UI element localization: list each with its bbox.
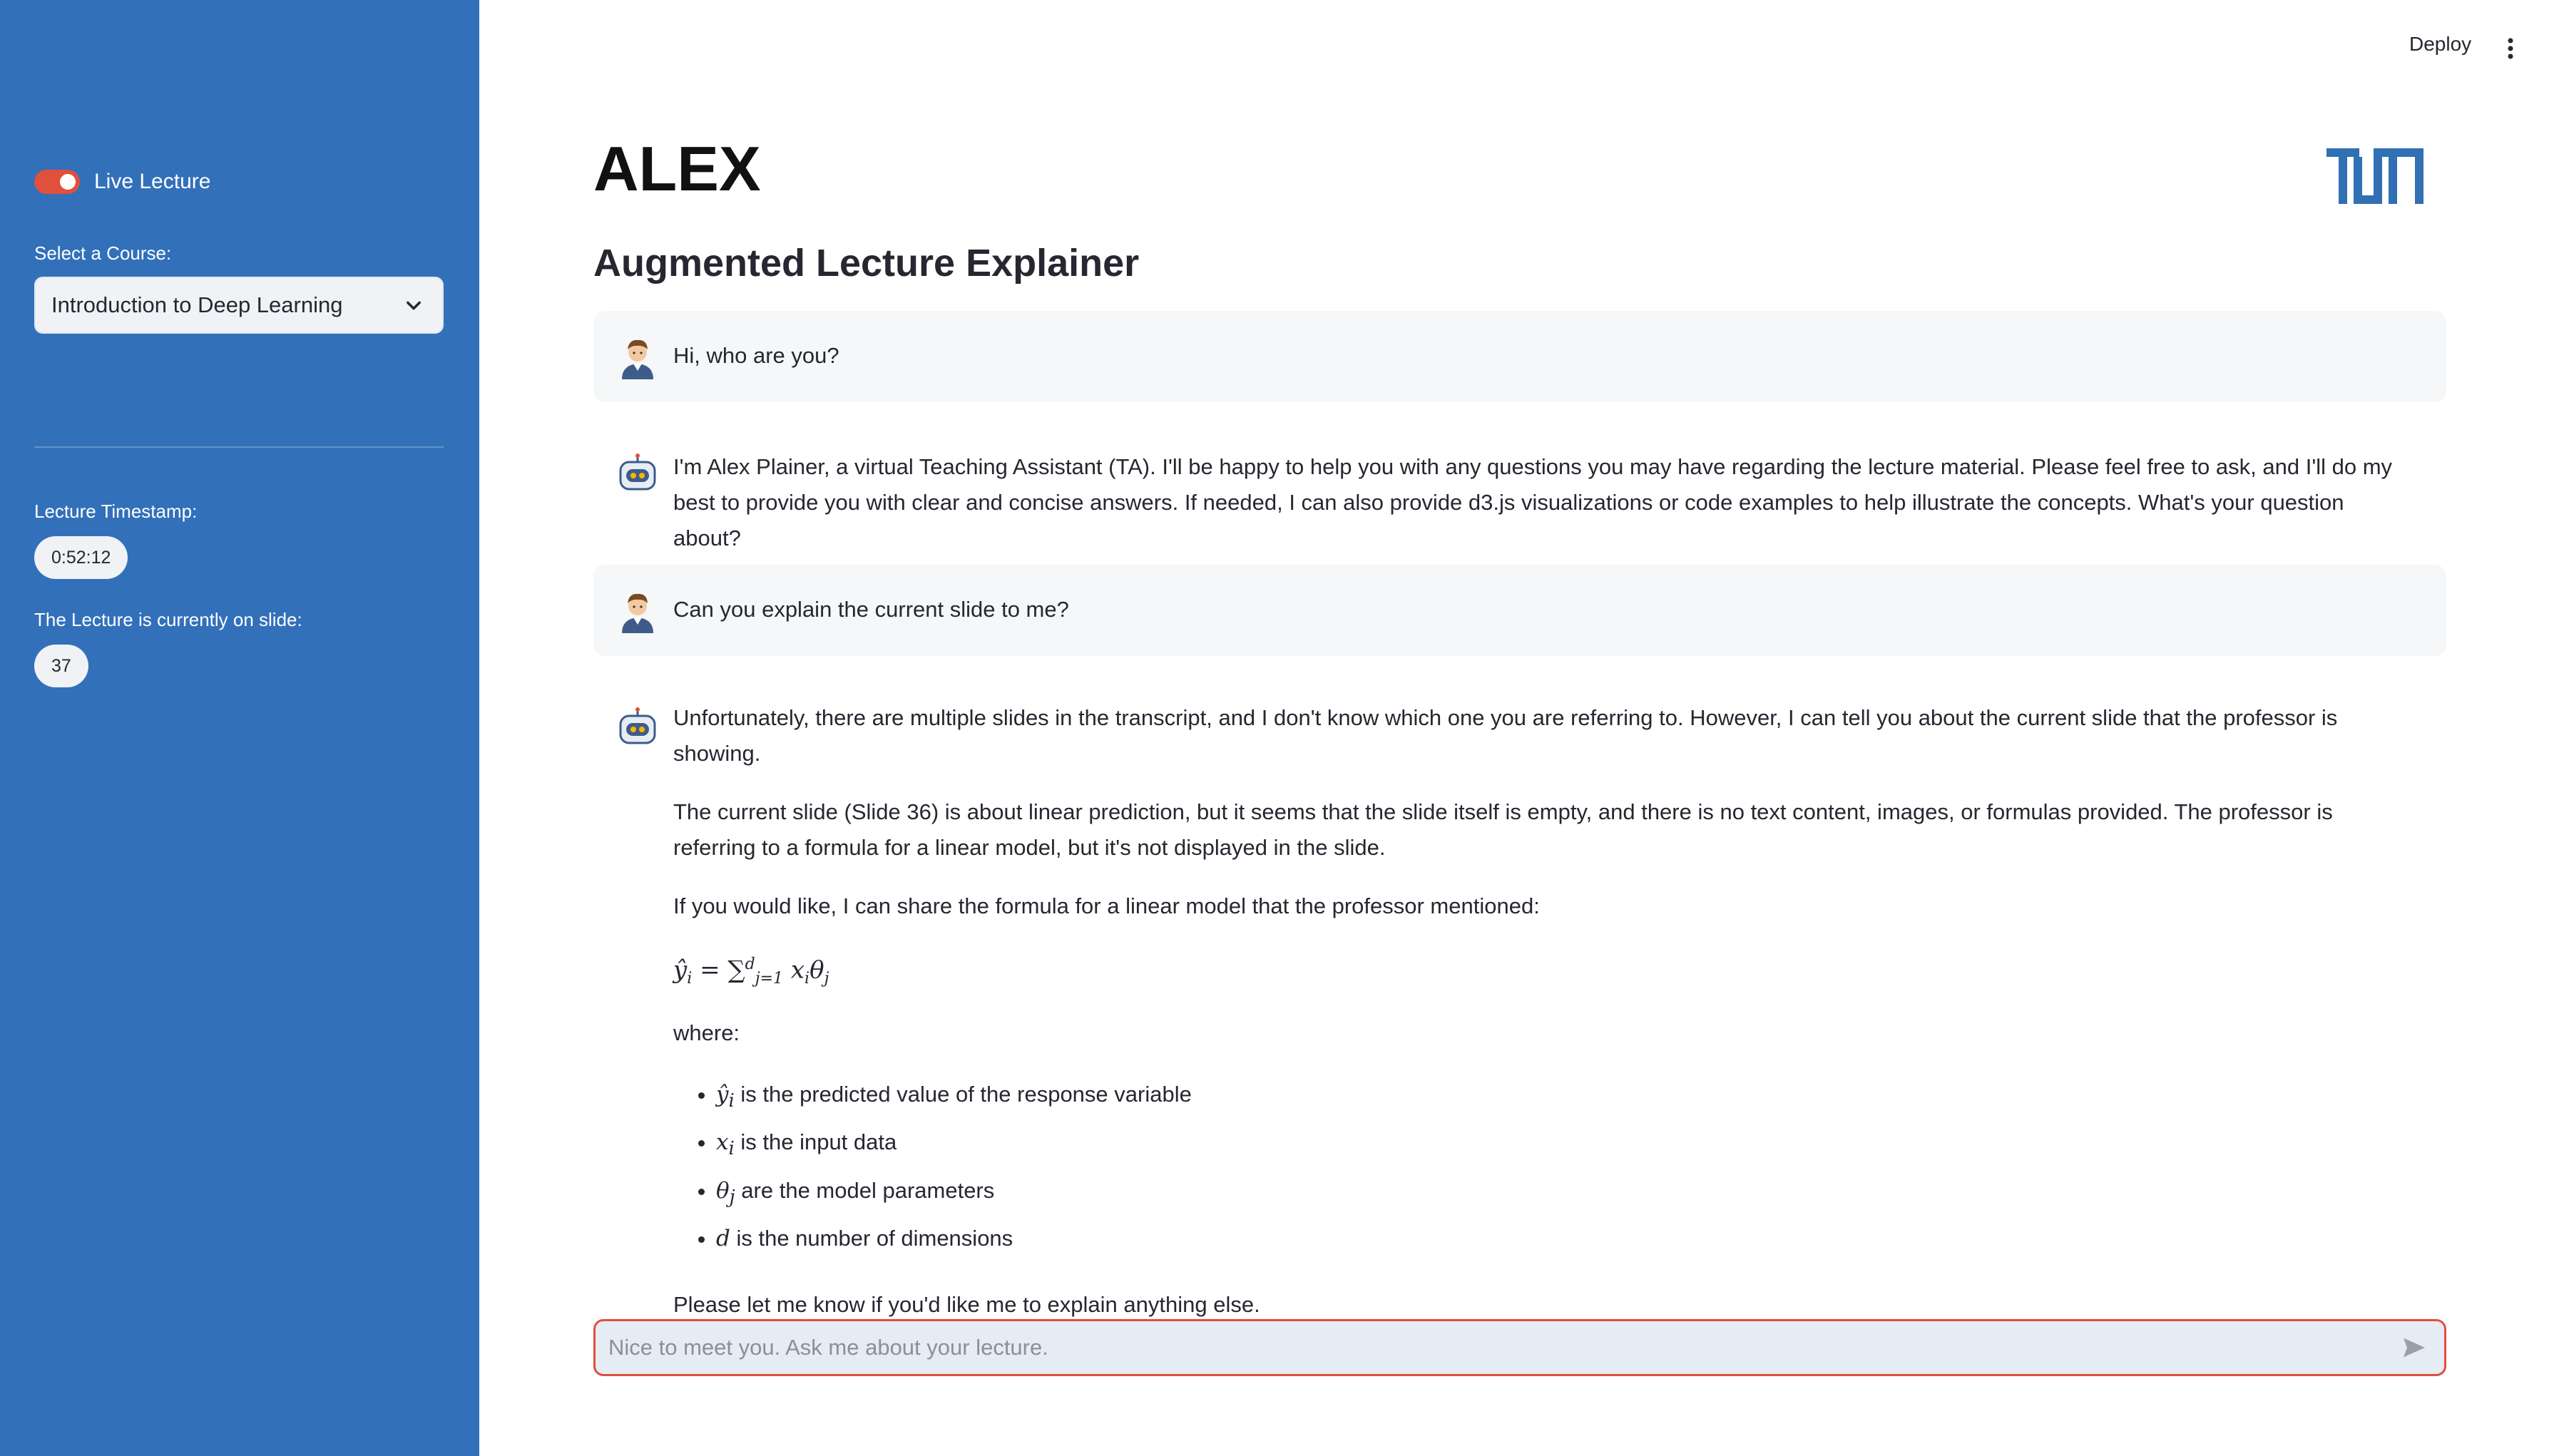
course-select-value: Introduction to Deep Learning bbox=[51, 292, 343, 317]
linear-model-formula: $ŷ_i = \sum^d_{j=1}$ $x_i\theta_j$ bbox=[673, 955, 829, 988]
course-select[interactable] bbox=[34, 277, 444, 334]
chat-input[interactable] bbox=[596, 1335, 2400, 1360]
slide-badge: 37 bbox=[34, 645, 88, 687]
message-text: Can you explain the current slide to me? bbox=[673, 597, 1069, 622]
timestamp-badge: 0:52:12 bbox=[34, 536, 128, 579]
toggle-knob bbox=[60, 174, 76, 190]
sidebar-divider bbox=[34, 446, 444, 448]
tum-logo bbox=[2326, 148, 2423, 204]
live-lecture-toggle[interactable] bbox=[34, 170, 80, 194]
message-paragraph: Unfortunately, there are multiple slides in the transcript, and I don't know which one you are referring to. However, I can tell you about the current slide that the professor is showing. bbox=[673, 705, 2338, 766]
robot-avatar-icon bbox=[615, 451, 660, 496]
deploy-button[interactable]: Deploy bbox=[2409, 33, 2472, 55]
message-paragraph: If you would like, I can share the formula for a linear model that the professor mentioned: bbox=[673, 893, 1540, 918]
sidebar bbox=[0, 0, 479, 1456]
chat-message-user bbox=[593, 565, 2446, 656]
message-text: Hi, who are you? bbox=[673, 343, 839, 368]
timestamp-label: Lecture Timestamp: bbox=[34, 501, 198, 522]
message-body bbox=[673, 700, 2412, 1345]
list-item: • $\theta_j$ are the model parameters bbox=[716, 1170, 2412, 1218]
message-paragraph: The current slide (Slide 36) is about linear prediction, but it seems that the slide itself is empty, and there is no text content, images, or formulas provided. The professor is referring to a formula for a linear model, but it's not displayed in the slide. bbox=[673, 799, 2333, 860]
user-avatar-icon bbox=[615, 334, 660, 379]
list-item: • $ŷ_i$ is the predicted value of the response variable bbox=[716, 1074, 2412, 1122]
definition-list bbox=[673, 1074, 2412, 1266]
live-lecture-toggle-row[interactable] bbox=[34, 170, 210, 194]
list-item: • d is the number of dimensions bbox=[716, 1218, 2412, 1266]
course-select-label: Select a Course: bbox=[34, 242, 172, 264]
slide-label: The Lecture is currently on slide: bbox=[34, 609, 302, 630]
user-avatar-icon bbox=[615, 588, 660, 633]
robot-avatar-icon bbox=[615, 704, 660, 750]
chat-message-assistant bbox=[593, 421, 2446, 550]
live-lecture-label: Live Lecture bbox=[94, 170, 211, 193]
chat-message-assistant bbox=[593, 675, 2446, 1317]
chat-message-user bbox=[593, 311, 2446, 402]
message-text: I'm Alex Plainer, a virtual Teaching Assistant (TA). I'll be happy to help you with any questions you may have regarding the lecture material. Please feel free to ask, and I'll do my best to provide you with clear and concise answers. If needed, I can also provide d3.js visualizations or code examples to help illustrate the concepts. What's your question about? bbox=[673, 454, 2393, 550]
send-icon[interactable] bbox=[2400, 1333, 2428, 1362]
chat-input-box[interactable] bbox=[593, 1319, 2446, 1376]
app-subtitle: Augmented Lecture Explainer bbox=[593, 242, 1140, 284]
app-title: ALEX bbox=[593, 133, 761, 204]
message-paragraph: where: bbox=[673, 1020, 740, 1046]
message-paragraph: Please let me know if you'd like me to explain anything else. bbox=[673, 1291, 1260, 1317]
chevron-down-icon bbox=[404, 295, 424, 315]
list-item: • $x_i$ is the input data bbox=[716, 1122, 2412, 1169]
more-vertical-icon[interactable] bbox=[2502, 36, 2519, 61]
